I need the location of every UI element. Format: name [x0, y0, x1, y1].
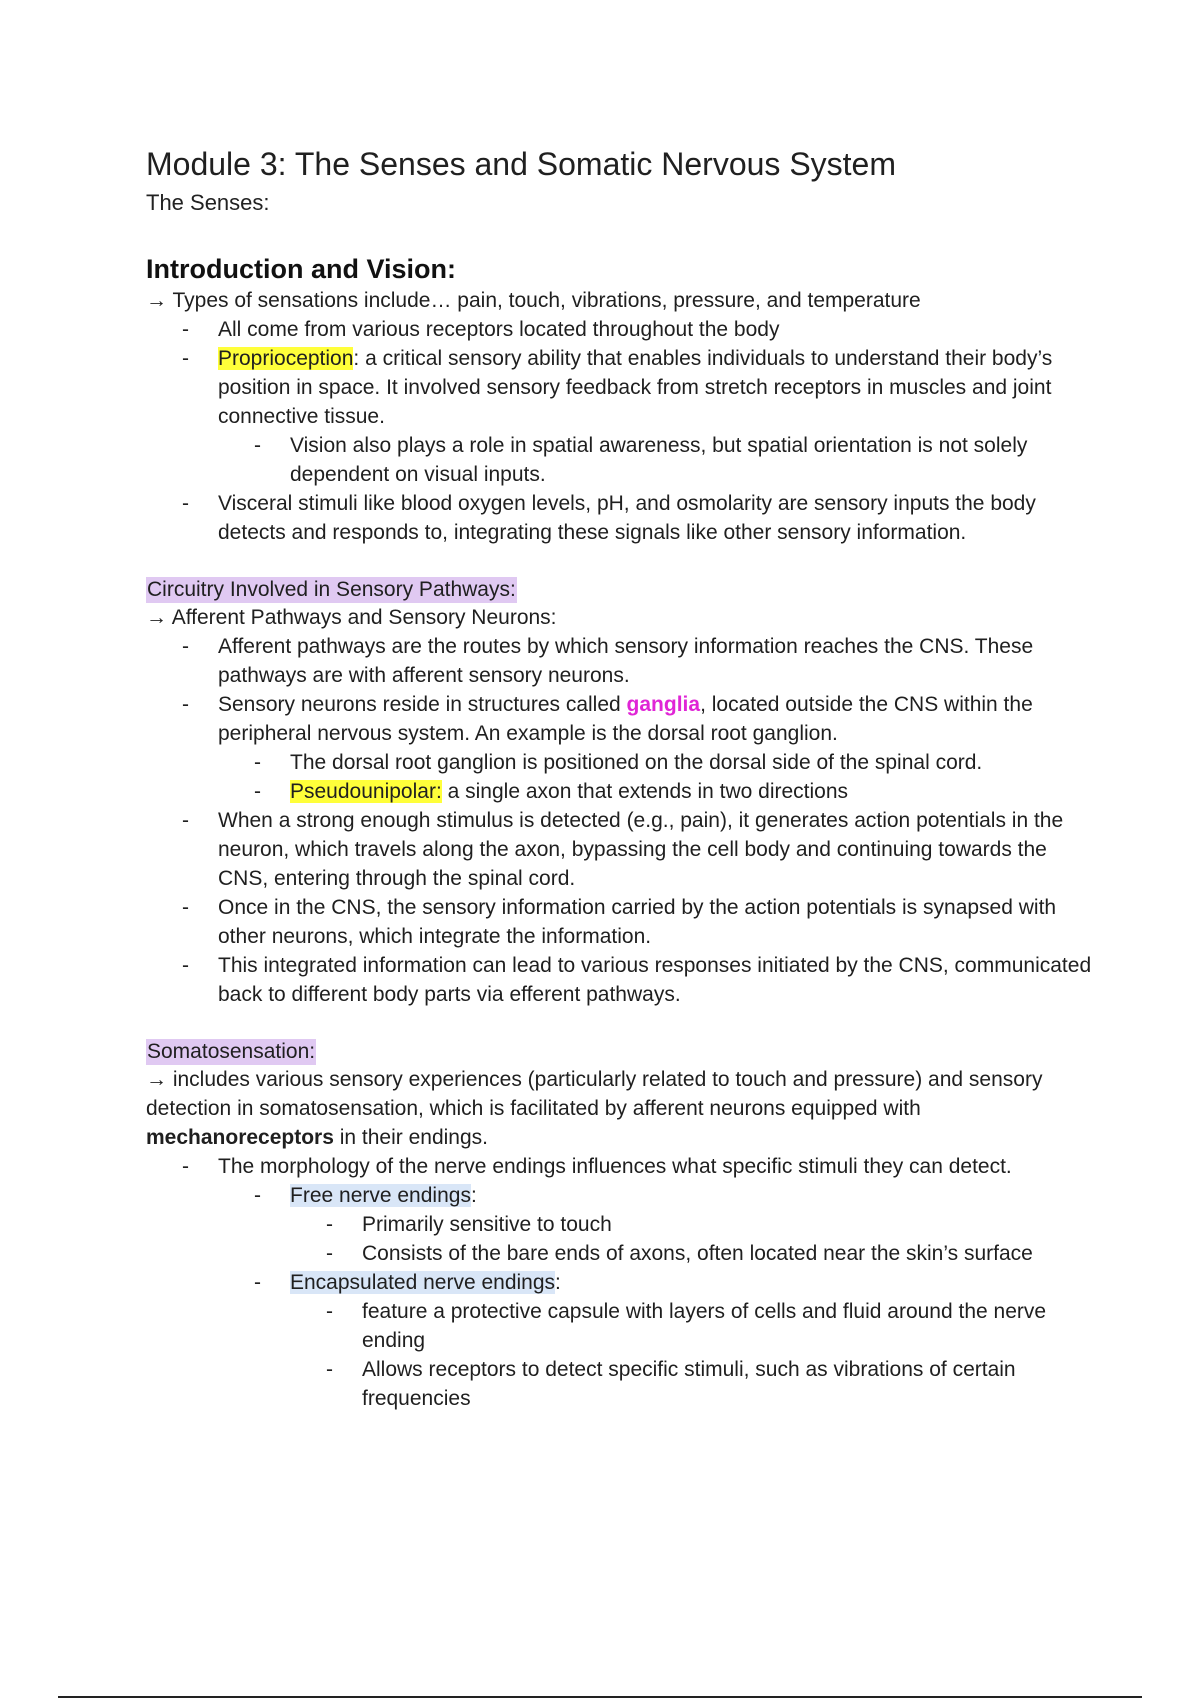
list-item [146, 632, 1096, 690]
somato-lead [146, 1065, 1096, 1152]
list-item-text: The dorsal root ganglion is positioned on the dorsal side of the spinal cord. [290, 751, 983, 774]
sub-list [218, 1181, 1096, 1413]
list-item-text: Sensory neurons reside in structures called [218, 693, 627, 716]
list-item [146, 951, 1096, 1009]
list-item [146, 315, 1096, 344]
list-item-text: When a strong enough stimulus is detected (e.g., pain), it generates action potentials in the neuron, which travels along the axon, bypassing the cell body and continuing towards the CNS, entering through the spinal cord. [218, 809, 1064, 890]
list-item-text: feature a protective capsule with layers of cells and fluid around the nerve ending [362, 1300, 1047, 1352]
intro-list [146, 315, 1096, 547]
list-item [146, 489, 1096, 547]
page-subtitle: The Senses: [146, 190, 270, 215]
list-item-text: a single axon that extends in two directions [441, 780, 849, 803]
arrow-icon: → [146, 606, 167, 629]
list-item-text: All come from various receptors located throughout the body [218, 318, 780, 341]
list-item [290, 1210, 1096, 1239]
list-item [290, 1355, 1096, 1413]
document-body [146, 144, 1096, 1413]
highlight-term-ganglia: ganglia [626, 693, 701, 716]
list-item [146, 893, 1096, 951]
list-item [146, 690, 1096, 806]
spacer [146, 1009, 1096, 1039]
page-title: Module 3: The Senses and Somatic Nervous System [146, 146, 896, 182]
intro-lead-text: Types of sensations include… pain, touch, vibrations, pressure, and temperature [172, 289, 921, 312]
list-item-text: This integrated information can lead to various responses initiated by the CNS, communicated back to different body parts via efferent pathways. [218, 954, 1092, 1006]
circuitry-lead-text: Afferent Pathways and Sensory Neurons: [171, 606, 557, 629]
list-item-text: Once in the CNS, the sensory information carried by the action potentials is synapsed with other neurons, which integrate the information. [218, 896, 1057, 948]
list-item-text: Consists of the bare ends of axons, often located near the skin’s surface [362, 1242, 1033, 1265]
section-label-circuitry [146, 577, 1096, 603]
list-item-text: Allows receptors to detect specific stimuli, such as vibrations of certain frequencies [362, 1358, 1016, 1410]
circuitry-list [146, 632, 1096, 1009]
somato-lead-text: includes various sensory experiences (particularly related to touch and pressure) and sensory detection in somatosensation, which is facilitated by afferent neurons equipped with [146, 1068, 1043, 1120]
list-item-text: Afferent pathways are the routes by which sensory information reaches the CNS. These pathways are with afferent sensory neurons. [218, 635, 1034, 687]
somato-list [146, 1152, 1096, 1413]
highlight-term-free-nerve-endings: Free nerve endings [290, 1184, 471, 1207]
list-item-text: : [555, 1271, 561, 1294]
list-item [146, 806, 1096, 893]
sub-sub-list [290, 1297, 1096, 1413]
sub-sub-list [290, 1210, 1096, 1268]
list-item-text: : a critical sensory ability that enables individuals to understand their body’s position in space. It involved sensory feedback from stretch receptors in muscles and joint connective tissue. [218, 347, 1053, 428]
list-item-text: Vision also plays a role in spatial awareness, but spatial orientation is not solely dependent on visual inputs. [290, 434, 1028, 486]
list-item-text: : [470, 1184, 477, 1207]
list-item [218, 777, 1096, 806]
arrow-icon: → [146, 1068, 167, 1091]
list-item [218, 1181, 1096, 1268]
list-item [218, 1268, 1096, 1413]
list-item [146, 344, 1096, 489]
somato-label-text: Somatosensation: [147, 1040, 316, 1063]
spacer [146, 547, 1096, 577]
section-heading-intro: Introduction and Vision: [146, 254, 456, 284]
intro-lead [146, 286, 1096, 315]
page-bottom-divider [58, 1696, 1142, 1698]
list-item [146, 1152, 1096, 1413]
list-item-text: Primarily sensitive to touch [362, 1213, 612, 1236]
list-item-text: Visceral stimuli like blood oxygen levels, pH, and osmolarity are sensory inputs the body detects and responds to, integrating these signals like other sensory information. [218, 492, 1036, 544]
section-label-somatosensation [146, 1039, 1096, 1065]
sub-list [218, 748, 1096, 806]
list-item [218, 748, 1096, 777]
circuitry-label-text: Circuitry Involved in Sensory Pathways: [147, 578, 516, 601]
list-item [218, 431, 1096, 489]
list-item [290, 1239, 1096, 1268]
arrow-icon: → [146, 289, 167, 312]
list-item [290, 1297, 1096, 1355]
highlight-term-proprioception: Proprioception [218, 347, 354, 370]
highlight-term-pseudounipolar: Pseudounipolar: [290, 780, 442, 803]
list-item-text: The morphology of the nerve endings influences what specific stimuli they can detect. [218, 1155, 1012, 1178]
list-item-text: , located outside the CNS within the peripheral nervous system. An example is the dorsal root ganglion. [218, 693, 1033, 745]
bold-term-mechanoreceptors: mechanoreceptors [146, 1126, 334, 1149]
circuitry-lead [146, 603, 1096, 632]
sub-list [218, 431, 1096, 489]
somato-lead-text: in their endings. [333, 1126, 489, 1149]
highlight-term-encapsulated-nerve-endings: Encapsulated nerve endings [290, 1271, 556, 1294]
